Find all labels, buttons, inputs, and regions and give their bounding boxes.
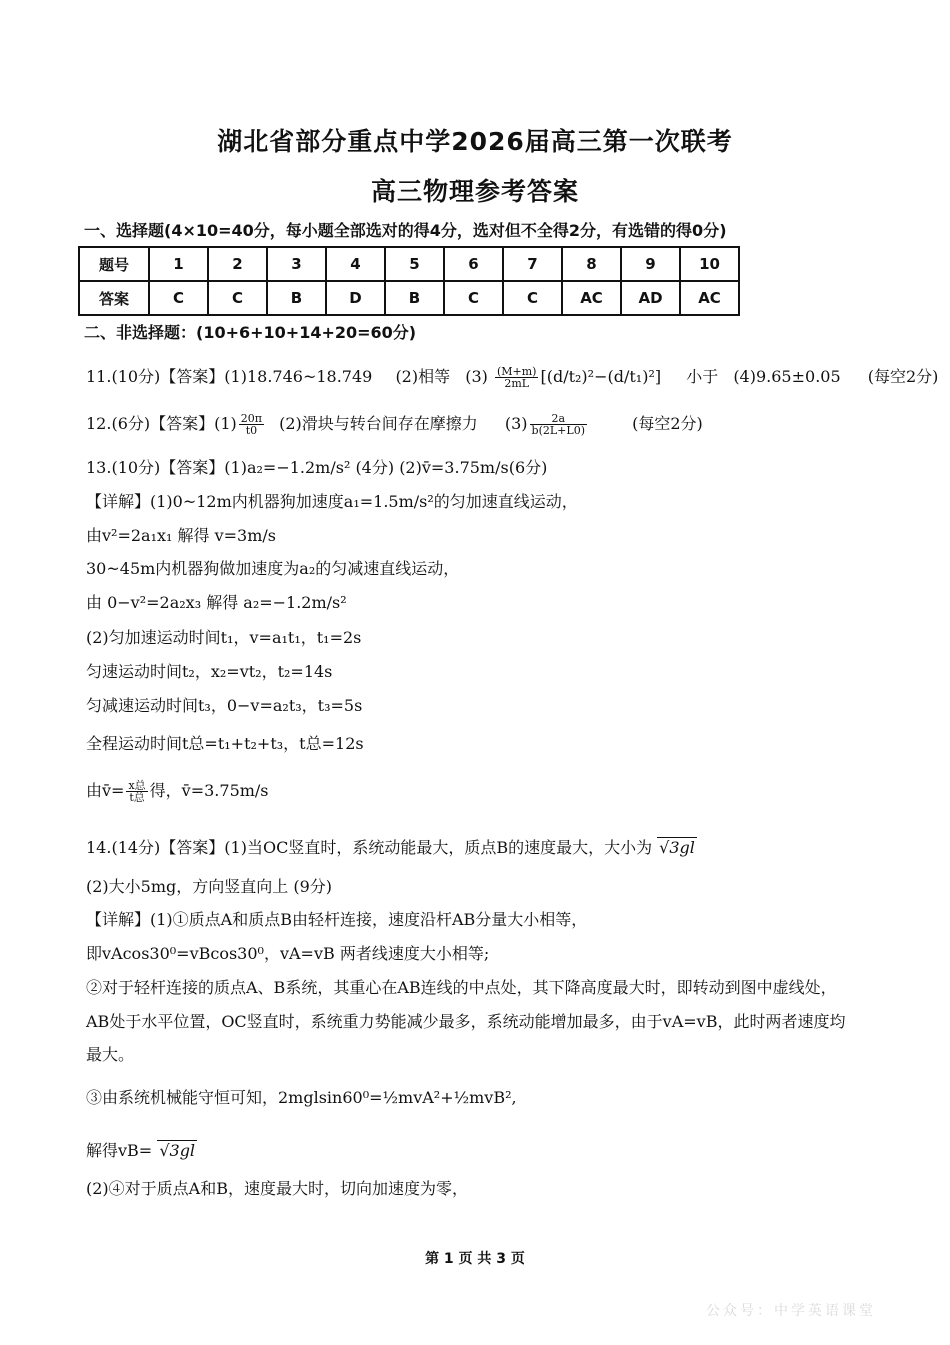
q13-detail-line: 由v²=2a₁x₁ 解得 v=3m/s xyxy=(86,526,277,545)
table-cell: 1 xyxy=(149,247,208,281)
table-header-cell: 答案 xyxy=(79,281,149,315)
table-row-answers xyxy=(79,281,739,315)
q14-detail-line: 解得vB= √3gl xyxy=(86,1141,196,1160)
table-cell: AC xyxy=(562,281,621,315)
q14-answer-line: 14.(14分)【答案】(1)当OC竖直时，系统动能最大，质点B的速度最大，大小为 √3gl xyxy=(86,838,695,857)
q12-answer-line xyxy=(86,413,703,436)
table-cell: B xyxy=(267,281,326,315)
table-cell: AD xyxy=(621,281,680,315)
table-cell: 5 xyxy=(385,247,444,281)
q13-detail-line: 由v̄= $\frac{\text{x总}}{\text{t总}}$ 得，v̄=3.75m/s xyxy=(86,779,269,804)
q14-detail-line: (2)④对于质点A和B，速度最大时，切向加速度为零， xyxy=(86,1179,468,1198)
q12-part3: (3) xyxy=(504,414,528,433)
choice-answer-table xyxy=(78,246,740,316)
watermark-text: 公众号：中学英语课堂 xyxy=(706,1303,876,1319)
q13-detail-line: 【详解】(1)0~12m内机器狗加速度a₁=1.5m/s²的匀加速直线运动， xyxy=(86,492,578,511)
table-cell: 7 xyxy=(503,247,562,281)
page-number-footer: 第 1 页 共 3 页 xyxy=(425,1251,525,1267)
q13-answer-line: 13.(10分)【答案】(1)a₂=−1.2m/s² (4分) (2)v̄=3.75m/s(6分) xyxy=(86,458,548,477)
q13-detail-line: 由 0−v²=2a₂x₃ 解得 a₂=−1.2m/s² xyxy=(86,593,347,612)
q11-part4: 小于 xyxy=(686,367,719,386)
q12-fraction-2: $\frac{2a}{b(2L+L0)}$ xyxy=(531,412,585,437)
exam-title: 湖北省部分重点中学2026届高三第一次联考 xyxy=(217,127,733,156)
q11-answer-line xyxy=(86,366,938,389)
q14-detail-line: AB处于水平位置，OC竖直时，系统重力势能减少最多，系统动能增加最多，由于vA=vB，此时两者速度均 xyxy=(86,1012,846,1031)
q13-detail-line: 匀减速运动时间t₃，0−v=a₂t₃，t₃=5s xyxy=(86,696,363,715)
table-cell: 4 xyxy=(326,247,385,281)
exam-subtitle: 高三物理参考答案 xyxy=(370,177,579,206)
q11-part2: (2)相等 xyxy=(395,367,451,386)
table-cell: 9 xyxy=(621,247,680,281)
q11-bracket-expr: [(d/t₂)²−(d/t₁)²] xyxy=(540,367,662,386)
q13-detail-line: 全程运动时间t总=t₁+t₂+t₃，t总=12s xyxy=(86,734,364,753)
q13-fraction: $\frac{\text{x总}}{\text{t总}}$ xyxy=(128,779,146,804)
q14-sqrt-answer: √3gl xyxy=(659,838,695,857)
table-header-cell: 题号 xyxy=(79,247,149,281)
table-row-numbers xyxy=(79,247,739,281)
q14-detail-line: 【详解】(1)①质点A和质点B由轻杆连接，速度沿杆AB分量大小相等， xyxy=(86,910,588,929)
table-cell: AC xyxy=(680,281,739,315)
table-cell: 8 xyxy=(562,247,621,281)
table-cell: C xyxy=(503,281,562,315)
q11-part5: (4)9.65±0.05 xyxy=(733,367,841,386)
q12-part1: 12.(6分)【答案】(1) xyxy=(86,414,237,433)
section-two-heading: 二、非选择题：(10+6+10+14+20=60分) xyxy=(84,323,417,342)
table-cell: 6 xyxy=(444,247,503,281)
table-cell: 3 xyxy=(267,247,326,281)
table-cell: C xyxy=(444,281,503,315)
table-cell: 2 xyxy=(208,247,267,281)
q13-detail-line: (2)匀加速运动时间t₁，v=a₁t₁，t₁=2s xyxy=(86,628,362,647)
q14-sqrt-result: √3gl xyxy=(159,1141,196,1160)
q11-part1: 11.(10分)【答案】(1)18.746~18.749 xyxy=(86,367,373,386)
q14-detail-line: 最大。 xyxy=(86,1045,135,1064)
table-cell: D xyxy=(326,281,385,315)
table-cell: C xyxy=(149,281,208,315)
table-cell: 10 xyxy=(680,247,739,281)
q14-detail-line: ③由系统机械能守恒可知，2mglsin60⁰=½mvA²+½mvB², xyxy=(86,1088,517,1107)
q12-fraction-1: $\frac{20\pi}{t0}$ xyxy=(240,412,263,437)
q12-part2: (2)滑块与转台间存在摩擦力 xyxy=(279,414,478,433)
q14-answer-line-2: (2)大小5mg，方向竖直向上 (9分) xyxy=(86,877,333,896)
q14-detail-line: 即vAcos30⁰=vBcos30⁰，vA=vB 两者线速度大小相等; xyxy=(86,944,490,963)
q11-fraction: $\frac{(M+m)}{2mL}$ xyxy=(496,365,537,390)
q11-part3: (3) xyxy=(465,367,488,386)
table-cell: B xyxy=(385,281,444,315)
q14-detail-line: ②对于轻杆连接的质点A、B系统，其重心在AB连线的中点处，其下降高度最大时，即转动到图中虚线处， xyxy=(86,978,837,997)
section-one-heading: 一、选择题(4×10=40分，每小题全部选对的得4分，选对但不全得2分，有选错的得0分) xyxy=(84,221,727,240)
table-cell: C xyxy=(208,281,267,315)
q11-score-note: (每空2分) xyxy=(867,367,939,386)
q13-detail-line: 匀速运动时间t₂，x₂=vt₂，t₂=14s xyxy=(86,662,333,681)
q12-score-note: (每空2分) xyxy=(632,414,703,433)
q13-detail-line: 30~45m内机器狗做加速度为a₂的匀减速直线运动， xyxy=(86,559,460,578)
